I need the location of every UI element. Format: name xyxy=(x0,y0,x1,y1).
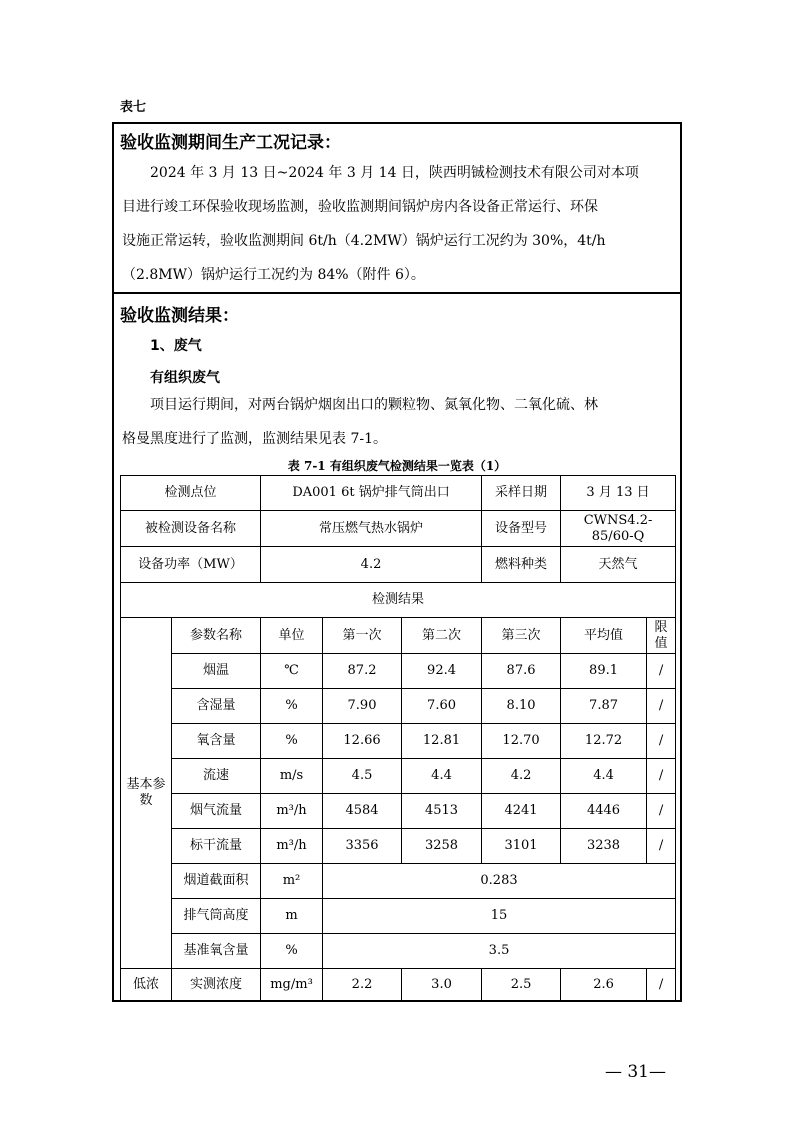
table-row xyxy=(121,759,676,794)
para-line: 2024 年 3 月 13 日~2024 年 3 月 14 日，陕西明铖检测技术有限公司对本项 xyxy=(150,165,639,181)
header-row xyxy=(121,618,676,654)
param-name: 基准氧含量 xyxy=(172,934,261,969)
production-conditions-heading: 验收监测期间生产工况记录： xyxy=(120,133,341,153)
param-name: 实测浓度 xyxy=(172,969,261,1001)
fuel-label: 燃料种类 xyxy=(482,547,561,583)
value-limit: / xyxy=(647,689,676,724)
group-label-basic-params: 基本参数 xyxy=(121,618,172,969)
value-1: 4.5 xyxy=(323,759,402,794)
para-line: （2.8MW）锅炉运行工况约为 84%（附件 6）。 xyxy=(122,267,425,283)
value-1: 12.66 xyxy=(323,724,402,759)
param-unit: ℃ xyxy=(261,654,323,689)
table-row xyxy=(121,476,676,511)
param-unit: m³/h xyxy=(261,794,323,829)
column-header: 参数名称 xyxy=(172,618,261,654)
value-average: 12.72 xyxy=(561,724,647,759)
value-3: 87.6 xyxy=(482,654,561,689)
value-1: 4584 xyxy=(323,794,402,829)
table-row xyxy=(121,934,676,969)
model-label: 设备型号 xyxy=(482,511,561,547)
power-value: 4.2 xyxy=(261,547,482,583)
table-section-label: 表七 xyxy=(120,100,147,115)
value-3: 2.5 xyxy=(482,969,561,1001)
subsection-organized-exhaust: 有组织废气 xyxy=(150,370,220,386)
value-2: 3.0 xyxy=(402,969,482,1001)
value-1: 7.90 xyxy=(323,689,402,724)
value-average: 4.4 xyxy=(561,759,647,794)
point-label: 检测点位 xyxy=(121,476,261,511)
value-2: 12.81 xyxy=(402,724,482,759)
fuel-value: 天然气 xyxy=(561,547,676,583)
param-name: 烟道截面积 xyxy=(172,864,261,899)
param-unit: % xyxy=(261,724,323,759)
table-row xyxy=(121,899,676,934)
param-name: 排气筒高度 xyxy=(172,899,261,934)
column-header: 第一次 xyxy=(323,618,402,654)
value-limit: / xyxy=(647,654,676,689)
para-line: 项目运行期间，对两台锅炉烟囱出口的颗粒物、氮氧化物、二氧化硫、林 xyxy=(150,397,598,413)
value-limit: / xyxy=(647,794,676,829)
param-unit: m xyxy=(261,899,323,934)
para-line: 格曼黑度进行了监测，监测结果见表 7-1。 xyxy=(122,431,387,447)
value-3: 4241 xyxy=(482,794,561,829)
value-average: 3238 xyxy=(561,829,647,864)
production-conditions-paragraph xyxy=(122,156,674,292)
column-header: 平均值 xyxy=(561,618,647,654)
page-number: — 31— xyxy=(604,1062,666,1082)
value-2: 4.4 xyxy=(402,759,482,794)
value-average: 89.1 xyxy=(561,654,647,689)
table-row xyxy=(121,583,676,618)
value-1: 3356 xyxy=(323,829,402,864)
value-limit: / xyxy=(647,829,676,864)
value-1: 87.2 xyxy=(323,654,402,689)
value-2: 92.4 xyxy=(402,654,482,689)
model-value: CWNS4.2-85/60-Q xyxy=(561,511,676,547)
merged-value: 0.283 xyxy=(323,864,676,899)
merged-value: 3.5 xyxy=(323,934,676,969)
param-unit: m² xyxy=(261,864,323,899)
section-divider xyxy=(114,292,680,294)
value-3: 4.2 xyxy=(482,759,561,794)
exhaust-results-table xyxy=(120,475,676,1001)
value-3: 3101 xyxy=(482,829,561,864)
column-header: 单位 xyxy=(261,618,323,654)
value-average: 4446 xyxy=(561,794,647,829)
param-unit: % xyxy=(261,689,323,724)
monitoring-results-heading: 验收监测结果： xyxy=(120,306,239,326)
value-2: 7.60 xyxy=(402,689,482,724)
table-row xyxy=(121,969,676,1001)
value-2: 4513 xyxy=(402,794,482,829)
param-unit: mg/m³ xyxy=(261,969,323,1001)
table-row xyxy=(121,547,676,583)
para-line: 设施正常运转，验收监测期间 6t/h（4.2MW）锅炉运行工况约为 30%，4t/h xyxy=(122,233,606,249)
param-name: 烟气流量 xyxy=(172,794,261,829)
value-average: 2.6 xyxy=(561,969,647,1001)
table-row xyxy=(121,689,676,724)
value-3: 12.70 xyxy=(482,724,561,759)
param-name: 含湿量 xyxy=(172,689,261,724)
group-label-low-conc: 低浓 xyxy=(121,969,172,1001)
point-value: DA001 6t 锅炉排气筒出口 xyxy=(261,476,482,511)
equipment-label: 被检测设备名称 xyxy=(121,511,261,547)
param-unit: m³/h xyxy=(261,829,323,864)
results-label: 检测结果 xyxy=(121,583,676,618)
param-name: 氧含量 xyxy=(172,724,261,759)
param-name: 标干流量 xyxy=(172,829,261,864)
value-1: 2.2 xyxy=(323,969,402,1001)
table-caption: 表 7-1 有组织废气检测结果一览表（1） xyxy=(287,459,507,473)
content-frame xyxy=(112,122,682,1002)
para-line: 目进行竣工环保验收现场监测，验收监测期间锅炉房内各设备正常运行、环保 xyxy=(122,199,598,215)
monitoring-paragraph xyxy=(122,388,674,456)
power-label: 设备功率（MW） xyxy=(121,547,261,583)
value-limit: / xyxy=(647,724,676,759)
table-row xyxy=(121,829,676,864)
table-row xyxy=(121,511,676,547)
table-row xyxy=(121,654,676,689)
table-row xyxy=(121,794,676,829)
column-header: 第三次 xyxy=(482,618,561,654)
param-name: 流速 xyxy=(172,759,261,794)
equipment-value: 常压燃气热水锅炉 xyxy=(261,511,482,547)
value-2: 3258 xyxy=(402,829,482,864)
param-unit: % xyxy=(261,934,323,969)
param-name: 烟温 xyxy=(172,654,261,689)
date-label: 采样日期 xyxy=(482,476,561,511)
value-average: 7.87 xyxy=(561,689,647,724)
table-row xyxy=(121,864,676,899)
value-limit: / xyxy=(647,969,676,1001)
column-header: 第二次 xyxy=(402,618,482,654)
merged-value: 15 xyxy=(323,899,676,934)
subsection-exhaust-gas: 1、废气 xyxy=(150,338,202,354)
table-row xyxy=(121,724,676,759)
date-value: 3 月 13 日 xyxy=(561,476,676,511)
param-unit: m/s xyxy=(261,759,323,794)
column-header: 限值 xyxy=(647,618,676,654)
value-3: 8.10 xyxy=(482,689,561,724)
value-limit: / xyxy=(647,759,676,794)
